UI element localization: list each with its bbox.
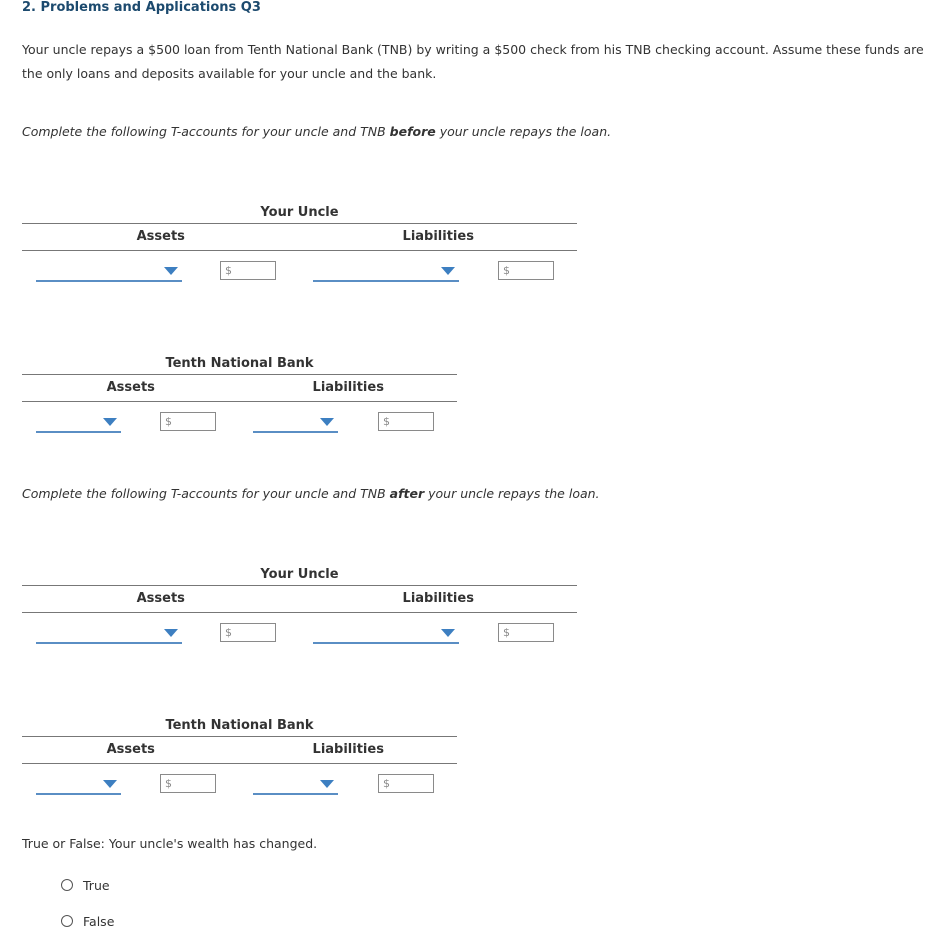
uncle-liabilities-dropdown[interactable] (313, 622, 459, 644)
divider (22, 736, 457, 737)
instruction-text: your uncle repays the loan. (435, 124, 612, 139)
chevron-down-icon (103, 780, 117, 788)
liabilities-header: Liabilities (402, 591, 474, 606)
dollar-sign: $ (383, 415, 390, 428)
radio-label: True (83, 878, 110, 893)
bank-assets-amount[interactable] (160, 774, 216, 793)
dollar-sign: $ (383, 777, 390, 790)
instruction-text: Complete the following T-accounts for your uncle and TNB (22, 124, 390, 139)
amount-input[interactable] (235, 625, 273, 640)
t-account-bank-after (22, 718, 457, 798)
t-account-title: Tenth National Bank (165, 356, 314, 371)
instruction-before (22, 124, 611, 139)
amount-input[interactable] (513, 625, 551, 640)
divider (22, 374, 457, 375)
divider (22, 250, 577, 251)
uncle-liabilities-amount[interactable] (498, 623, 554, 642)
amount-input[interactable] (393, 414, 431, 429)
question-prompt: True or False: Your uncle's wealth has changed. (22, 836, 318, 851)
dollar-sign: $ (503, 626, 510, 639)
t-account-title: Tenth National Bank (165, 718, 314, 733)
assets-header: Assets (136, 591, 185, 606)
dollar-sign: $ (225, 626, 232, 639)
t-account-uncle-after (22, 567, 577, 647)
instruction-text: Complete the following T-accounts for your uncle and TNB (22, 486, 390, 501)
uncle-liabilities-amount[interactable] (498, 261, 554, 280)
instruction-emphasis: after (389, 486, 425, 501)
amount-input[interactable] (235, 263, 273, 278)
t-account-title: Your Uncle (260, 205, 339, 220)
uncle-liabilities-dropdown[interactable] (313, 260, 459, 282)
radio-label: False (83, 914, 115, 929)
amount-input[interactable] (175, 414, 213, 429)
liabilities-header: Liabilities (402, 229, 474, 244)
t-account-title: Your Uncle (260, 567, 339, 582)
bank-assets-dropdown[interactable] (36, 773, 121, 795)
amount-input[interactable] (175, 776, 213, 791)
chevron-down-icon (441, 267, 455, 275)
amount-input[interactable] (513, 263, 551, 278)
t-account-uncle-before (22, 205, 577, 285)
amount-input[interactable] (393, 776, 431, 791)
chevron-down-icon (320, 780, 334, 788)
uncle-assets-amount[interactable] (220, 623, 276, 642)
assets-header: Assets (136, 229, 185, 244)
divider (22, 612, 577, 613)
chevron-down-icon (164, 629, 178, 637)
bank-assets-dropdown[interactable] (36, 411, 121, 433)
uncle-assets-dropdown[interactable] (36, 260, 182, 282)
divider (22, 763, 457, 764)
bank-liabilities-amount[interactable] (378, 412, 434, 431)
liabilities-header: Liabilities (312, 380, 384, 395)
divider (22, 401, 457, 402)
instruction-after (22, 486, 600, 501)
radio-circle-icon[interactable] (61, 879, 73, 891)
chevron-down-icon (103, 418, 117, 426)
radio-circle-icon[interactable] (61, 915, 73, 927)
bank-liabilities-dropdown[interactable] (253, 411, 338, 433)
chevron-down-icon (164, 267, 178, 275)
chevron-down-icon (320, 418, 334, 426)
divider (22, 585, 577, 586)
problem-statement: Your uncle repays a $500 loan from Tenth National Bank (TNB) by writing a $500 check from his TNB checking account. Assume these funds are the only loans and deposits available for your uncle and the bank. (22, 42, 924, 81)
liabilities-header: Liabilities (312, 742, 384, 757)
dollar-sign: $ (503, 264, 510, 277)
uncle-assets-dropdown[interactable] (36, 622, 182, 644)
dollar-sign: $ (165, 777, 172, 790)
bank-liabilities-dropdown[interactable] (253, 773, 338, 795)
uncle-assets-amount[interactable] (220, 261, 276, 280)
bank-liabilities-amount[interactable] (378, 774, 434, 793)
dollar-sign: $ (165, 415, 172, 428)
assets-header: Assets (106, 742, 155, 757)
bank-assets-amount[interactable] (160, 412, 216, 431)
dollar-sign: $ (225, 264, 232, 277)
instruction-emphasis: before (389, 124, 436, 139)
page-title: 2. Problems and Applications Q3 (22, 0, 261, 15)
assets-header: Assets (106, 380, 155, 395)
instruction-text: your uncle repays the loan. (424, 486, 600, 501)
divider (22, 223, 577, 224)
t-account-bank-before (22, 356, 457, 436)
chevron-down-icon (441, 629, 455, 637)
